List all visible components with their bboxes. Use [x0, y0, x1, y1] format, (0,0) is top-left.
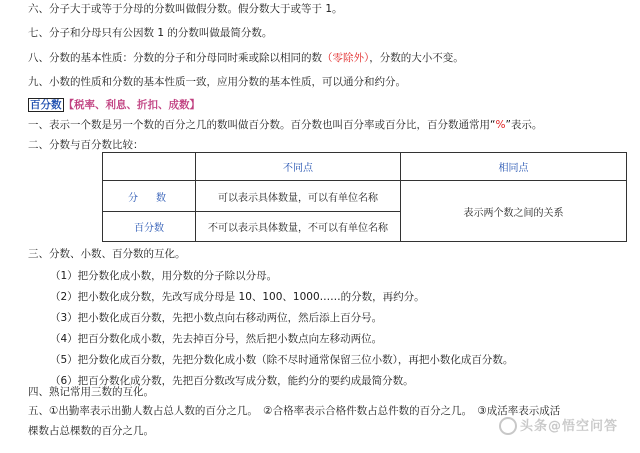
- table-cell-percent-diff: 不可以表示具体数量，不可以有单位名称: [196, 212, 401, 242]
- text-point-3-6: （6）把百分数化成分数，先把百分数改写成分数，能约分的要约成最简分数。: [50, 375, 414, 387]
- text-line-8-part1: 八、分数的基本性质：分数的分子和分母同时乘或除以相同的数: [28, 52, 322, 64]
- text-line-7: 七、分子和分母只有公因数 1 的分数叫做最简分数。: [28, 27, 273, 39]
- table-row-head-percent: 百分数: [103, 212, 196, 242]
- table-corner-cell: [103, 153, 196, 181]
- section-title-box: 百分数: [30, 99, 62, 111]
- text-point-3: 三、分数、小数、百分数的互化。: [28, 248, 186, 260]
- section-heading: [28, 98, 200, 112]
- text-point-3-1: （1）把分数化成小数，用分数的分子除以分母。: [50, 270, 278, 282]
- percent-sign: %: [495, 119, 506, 131]
- text-point-1-a: 一、表示一个数是另一个数的百分之几的数叫做百分数。百分数也叫百分率或百分比，百分数通常用“: [28, 119, 496, 131]
- text-line-6: 六、分子大于或等于分母的分数叫做假分数。假分数大于或等于 1。: [28, 3, 343, 15]
- watermark-logo-icon: [499, 417, 517, 435]
- text-point-5-line1: 五、①出勤率表示出勤人数占总人数的百分之几。 ②合格率表示合格件数占总件数的百分之几。 ③成活率表示成活: [28, 405, 561, 417]
- text-point-1: [28, 118, 542, 132]
- table-cell-fraction-diff: 可以表示具体数量，可以有单位名称: [196, 181, 401, 212]
- text-point-3-5: （5）把分数化成百分数，先把分数化成小数（除不尽时通常保留三位小数），再把小数化成百分数。: [50, 354, 514, 366]
- text-point-1-c: ”表示。: [505, 119, 543, 131]
- section-subtitle: 【税率、利息、折扣、成数】: [63, 99, 200, 111]
- text-point-3-4: （4）把百分数化成小数，先去掉百分号，然后把小数点向左移动两位。: [50, 333, 383, 345]
- table-row-head-fraction: 分 数: [103, 181, 196, 212]
- text-point-2: 二、分数与百分数比较：: [28, 139, 144, 151]
- watermark-text: 头条@悟空问答: [519, 418, 618, 434]
- text-line-9: 九、小数的性质和分数的基本性质一致，应用分数的基本性质，可以通分和约分。: [28, 76, 406, 88]
- comparison-table: [102, 152, 627, 242]
- text-point-5-line2: 棵数占总棵数的百分之几。: [28, 425, 154, 437]
- text-line-8-exception: （零除外）: [322, 52, 370, 64]
- table-header-same: 相同点: [401, 153, 627, 181]
- text-point-4: 四、熟记常用三数的互化。: [28, 386, 154, 398]
- text-point-3-3: （3）把小数化成百分数，先把小数点向右移动两位，然后添上百分号。: [50, 312, 383, 324]
- watermark: [499, 415, 618, 436]
- text-line-8-part3: ，分数的大小不变。: [369, 52, 464, 64]
- text-line-8: [28, 51, 464, 65]
- table-header-diff: 不同点: [196, 153, 401, 181]
- table-cell-same: 表示两个数之间的关系: [401, 181, 627, 242]
- text-point-3-2: （2）把小数化成分数，先改写成分母是 10、100、1000……的分数，再约分。: [50, 291, 425, 303]
